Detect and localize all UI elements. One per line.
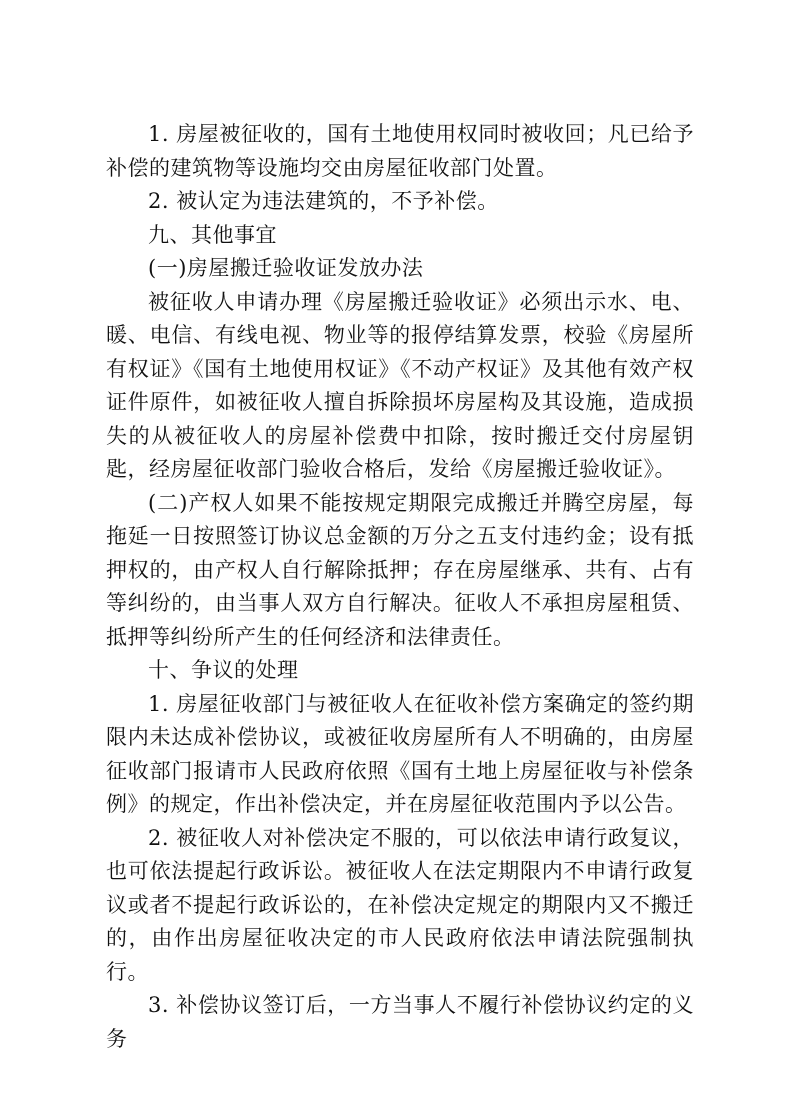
paragraph-illegal-building: 2. 被认定为违法建筑的，不予补偿。 bbox=[148, 189, 499, 213]
paragraph-compensation-land-use: 1. 房屋被征收的，国有土地使用权同时被收回；凡已给予补偿的建筑物等设施均交由房屋征收部门处置。 bbox=[106, 122, 694, 180]
paragraph-relocation-certificate: 被征收人申请办理《房屋搬迁验收证》必须出示水、电、暖、电信、有线电视、物业等的报停结算发票，校验《房屋所有权证》《国有土地使用权证》《不动产权证》及其他有效产权证件原件，如被征收人擅自拆除损坏房屋构及其设施，造成损失的从被征收人的房屋补偿费中扣除，按时搬迁交付房屋钥匙，经房屋征收部门验收合格后，发给《房屋搬迁验收证》。 bbox=[106, 289, 694, 481]
subsection-heading-relocation-certificate: (一)房屋搬迁验收证发放办法 bbox=[148, 256, 424, 280]
paragraph-compensation-decision: 1. 房屋征收部门与被征收人在征收补偿方案确定的签约期限内未达成补偿协议，或被征收房屋所有人不明确的，由房屋征收部门报请市人民政府依照《国有土地上房屋征收与补偿条例》的规定，作出补偿决定，并在房屋征收范围内予以公告。 bbox=[106, 691, 694, 816]
paragraph-agreement-obligations: 3. 补偿协议签订后，一方当事人不履行补偿协议约定的义务 bbox=[106, 993, 694, 1051]
section-heading-other-matters: 九、其他事宜 bbox=[148, 222, 277, 247]
document-page bbox=[106, 118, 694, 1056]
paragraph-penalty-and-disputes: (二)产权人如果不能按规定期限完成搬迁并腾空房屋，每拖延一日按照签订协议总金额的万分之五支付违约金；设有抵押权的，由产权人自行解除抵押；存在房屋继承、共有、占有等纠纷的，由当事人双方自行解决。征收人不承担房屋租赁、抵押等纠纷所产生的任何经济和法律责任。 bbox=[106, 490, 694, 649]
paragraph-administrative-review: 2. 被征收人对补偿决定不服的，可以依法申请行政复议，也可依法提起行政诉讼。被征收人在法定期限内不申请行政复议或者不提起行政诉讼的，在补偿决定规定的期限内又不搬迁的，由作出房屋征收决定的市人民政府依法申请法院强制执行。 bbox=[106, 825, 694, 984]
section-heading-dispute-handling: 十、争议的处理 bbox=[148, 658, 299, 682]
